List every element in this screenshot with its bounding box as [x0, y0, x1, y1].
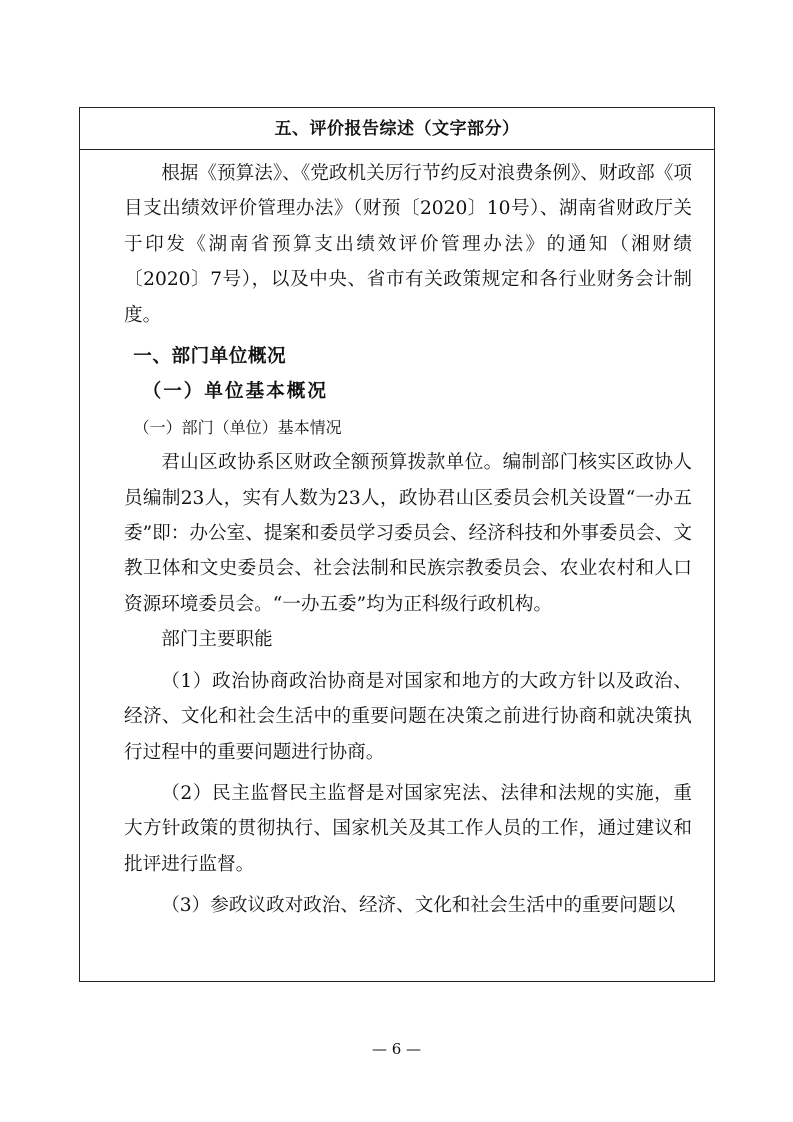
report-table-frame [79, 107, 715, 982]
function-item-1: （1）政治协商政治协商是对国家和地方的大政方针以及政治、经济、文化和社会生活中的重要问题在决策之前进行协商和就决策执行过程中的重要问题进行协商。 [124, 670, 692, 763]
report-body [124, 156, 692, 924]
page-number: — 6 — [371, 1040, 422, 1058]
function-item-3: （3）参政议政对政治、经济、文化和社会生活中的重要问题以 [161, 895, 676, 917]
basis-paragraph: 根据《预算法》、《党政机关厉行节约反对浪费条例》、财政部《项目支出绩效评价管理办法》（财预〔2020〕10号）、湖南省财政厅关于印发《湖南省预算支出绩效评价管理办法》的通知（湘财绩〔2020〕7号），以及中央、省市有关政策规定和各行业财务会计制度。 [124, 163, 692, 326]
function-item-2: （2）民主监督民主监督是对国家宪法、法律和法规的实施，重大方针政策的贯彻执行、国家机关及其工作人员的工作，通过建议和批评进行监督。 [124, 782, 692, 875]
unit-info-paragraph: 君山区政协系区财政全额预算拨款单位。编制部门核实区政协人员编制23人，实有人数为23人，政协君山区委员会机关设置“一办五委”即：办公室、提案和委员学习委员会、经济科技和外事委员会、文教卫体和文史委员会、社会法制和民族宗教委员会、农业农村和人口资源环境委员会。“一办五委”均为正科级行政机构。 [124, 452, 692, 615]
sub-heading-basic-situation: （一）部门（单位）基本情况 [133, 417, 342, 437]
section-title: 五、评价报告综述（文字部分） [80, 108, 714, 150]
heading-unit-basic-overview: （一）单位基本概况 [142, 381, 328, 403]
functions-title: 部门主要职能 [161, 629, 273, 651]
heading-department-overview: 一、部门单位概况 [133, 346, 287, 368]
